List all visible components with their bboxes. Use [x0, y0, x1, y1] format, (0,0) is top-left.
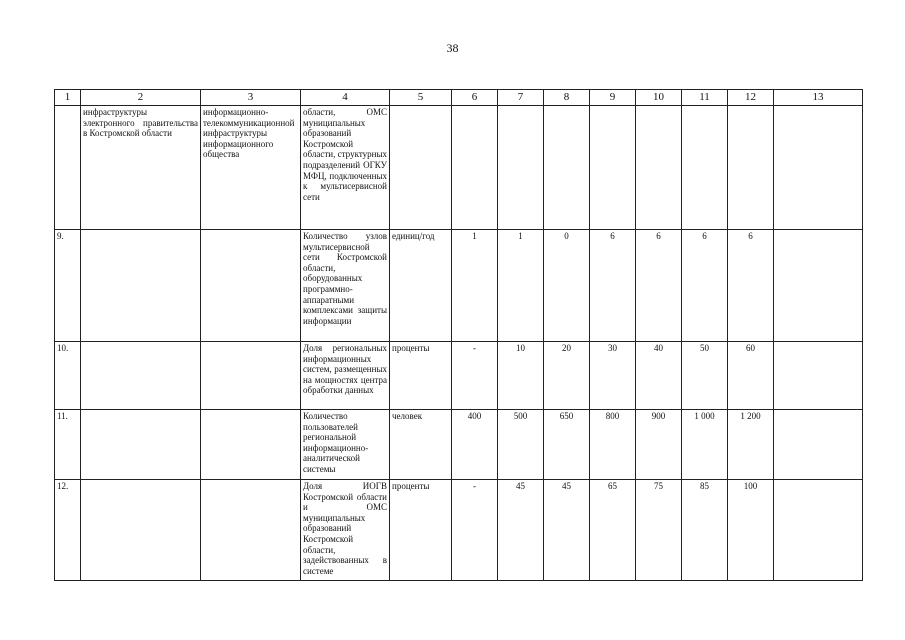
goal-cell	[81, 480, 201, 581]
column-header: 1	[55, 90, 81, 106]
column-header: 5	[390, 90, 452, 106]
value-cell: 6	[682, 230, 728, 342]
value-cell: 800	[590, 410, 636, 480]
value-cell: 1	[452, 230, 498, 342]
value-cell: 85	[682, 480, 728, 581]
value-cell	[728, 106, 774, 230]
indicator-cell: Количество пользователей региональной информационно-аналитической системы	[301, 410, 390, 480]
goal-cell: инфраструктуры электронного правительства в Костромской области	[81, 106, 201, 230]
column-header: 6	[452, 90, 498, 106]
page-number: 38	[446, 41, 459, 55]
value-cell: 0	[544, 230, 590, 342]
task-cell	[201, 230, 301, 342]
value-cell: 400	[452, 410, 498, 480]
value-cell	[636, 106, 682, 230]
value-cell: 10	[498, 342, 544, 410]
value-cell: 6	[590, 230, 636, 342]
value-cell: 40	[636, 342, 682, 410]
column-header: 10	[636, 90, 682, 106]
table-row	[55, 106, 863, 230]
value-cell: 65	[590, 480, 636, 581]
indicator-cell: области, ОМС муниципальных образований Костромской области, структурных подразделений ОГКУ МФЦ, подключенных к мультисервисной сети	[301, 106, 390, 230]
task-cell	[201, 480, 301, 581]
unit-cell: проценты	[390, 480, 452, 581]
row-number	[55, 106, 81, 230]
value-cell: 1 000	[682, 410, 728, 480]
unit-cell	[390, 106, 452, 230]
value-cell: 650	[544, 410, 590, 480]
table-header-row	[55, 90, 863, 106]
table-row	[55, 480, 863, 581]
value-cell: 30	[590, 342, 636, 410]
task-cell	[201, 342, 301, 410]
value-cell	[498, 106, 544, 230]
value-cell: 60	[728, 342, 774, 410]
value-cell: 50	[682, 342, 728, 410]
value-cell	[452, 106, 498, 230]
column-header: 9	[590, 90, 636, 106]
indicator-table	[54, 89, 863, 581]
row-number: 11.	[55, 410, 81, 480]
column-header: 8	[544, 90, 590, 106]
value-cell: 75	[636, 480, 682, 581]
column-header: 11	[682, 90, 728, 106]
value-cell	[544, 106, 590, 230]
value-cell: 6	[728, 230, 774, 342]
value-cell: 500	[498, 410, 544, 480]
unit-cell: человек	[390, 410, 452, 480]
value-cell: 900	[636, 410, 682, 480]
goal-cell	[81, 410, 201, 480]
table-row	[55, 410, 863, 480]
value-cell	[682, 106, 728, 230]
column-header: 3	[201, 90, 301, 106]
note-cell	[774, 106, 863, 230]
column-header: 7	[498, 90, 544, 106]
column-header: 13	[774, 90, 863, 106]
row-number: 12.	[55, 480, 81, 581]
note-cell	[774, 342, 863, 410]
value-cell: 45	[544, 480, 590, 581]
value-cell: 20	[544, 342, 590, 410]
table-row	[55, 230, 863, 342]
column-header: 12	[728, 90, 774, 106]
row-number: 10.	[55, 342, 81, 410]
note-cell	[774, 410, 863, 480]
table-row	[55, 342, 863, 410]
goal-cell	[81, 230, 201, 342]
indicator-cell: Доля региональных информационных систем, размещенных на мощностях центра обработки данных	[301, 342, 390, 410]
task-cell: информационно-телекоммуникационной инфраструктуры информационного общества	[201, 106, 301, 230]
column-header: 4	[301, 90, 390, 106]
unit-cell: единиц/год	[390, 230, 452, 342]
note-cell	[774, 230, 863, 342]
value-cell: 6	[636, 230, 682, 342]
value-cell: 1	[498, 230, 544, 342]
indicator-cell: Количество узлов мультисервисной сети Костромской области, оборудованных программно-аппаратными комплексами защиты информации	[301, 230, 390, 342]
value-cell: -	[452, 480, 498, 581]
value-cell: 45	[498, 480, 544, 581]
row-number: 9.	[55, 230, 81, 342]
column-header: 2	[81, 90, 201, 106]
task-cell	[201, 410, 301, 480]
value-cell: 1 200	[728, 410, 774, 480]
value-cell: 100	[728, 480, 774, 581]
value-cell	[590, 106, 636, 230]
indicator-cell: Доля ИОГВ Костромской области и ОМС муниципальных образований Костромской области, задействованных в системе	[301, 480, 390, 581]
value-cell: -	[452, 342, 498, 410]
note-cell	[774, 480, 863, 581]
goal-cell	[81, 342, 201, 410]
unit-cell: проценты	[390, 342, 452, 410]
